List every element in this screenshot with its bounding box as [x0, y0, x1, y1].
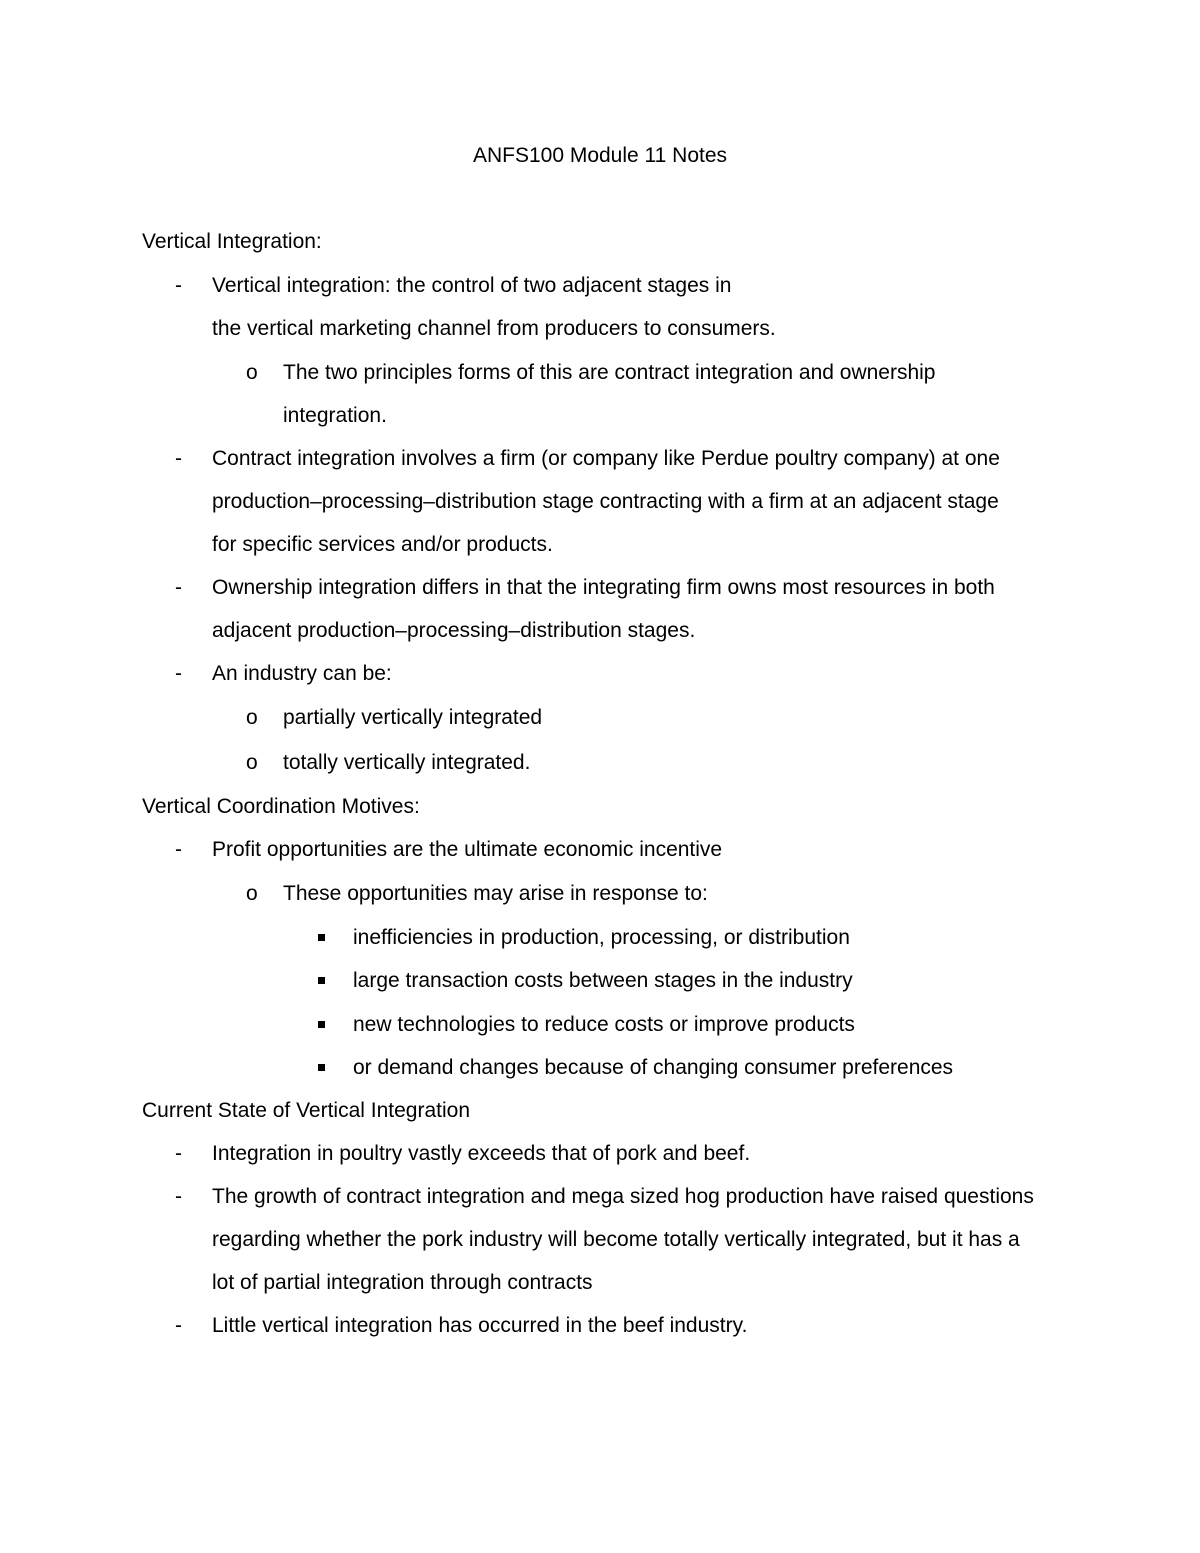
list-item-text: Little vertical integration has occurred in the beef industry. — [212, 1314, 748, 1337]
dash-bullet: - — [175, 838, 182, 861]
list-item-text: for specific services and/or products. — [212, 533, 553, 556]
circle-bullet: o — [246, 751, 258, 774]
dash-bullet: - — [175, 1314, 182, 1337]
list-item-text: adjacent production–processing–distribution stages. — [212, 619, 696, 642]
square-bullet-icon — [318, 1021, 325, 1028]
list-item-text: Integration in poultry vastly exceeds that of pork and beef. — [212, 1142, 751, 1165]
sub-sub-list-item-text: or demand changes because of changing consumer preferences — [353, 1056, 954, 1079]
list-item-text: Vertical integration: the control of two adjacent stages in — [212, 274, 732, 297]
list-item-text: regarding whether the pork industry will become totally vertically integrated, but it has a — [212, 1228, 1020, 1251]
section-heading-current-state: Current State of Vertical Integration — [142, 1099, 471, 1122]
circle-bullet: o — [246, 882, 258, 905]
dash-bullet: - — [175, 274, 182, 297]
list-item-text: lot of partial integration through contracts — [212, 1271, 593, 1294]
list-item-text: the vertical marketing channel from producers to consumers. — [212, 317, 776, 340]
sub-list-item-text: These opportunities may arise in response to: — [283, 882, 708, 905]
page-title: ANFS100 Module 11 Notes — [472, 144, 728, 167]
dash-bullet: - — [175, 447, 182, 470]
list-item-text: The growth of contract integration and mega sized hog production have raised questions — [212, 1185, 1034, 1208]
sub-list-item-text: The two principles forms of this are contract integration and ownership — [283, 361, 936, 384]
dash-bullet: - — [175, 1185, 182, 1208]
square-bullet-icon — [318, 934, 325, 941]
sub-sub-list-item-text: inefficiencies in production, processing, or distribution — [353, 926, 850, 949]
dash-bullet: - — [175, 1142, 182, 1165]
circle-bullet: o — [246, 706, 258, 729]
sub-list-item-text: integration. — [283, 404, 387, 427]
sub-sub-list-item-text: new technologies to reduce costs or improve products — [353, 1013, 855, 1036]
section-heading-vertical-integration: Vertical Integration: — [142, 230, 322, 253]
sub-list-item-text: totally vertically integrated. — [283, 751, 531, 774]
dash-bullet: - — [175, 662, 182, 685]
list-item-text: production–processing–distribution stage contracting with a firm at an adjacent stage — [212, 490, 999, 513]
list-item-text: Profit opportunities are the ultimate economic incentive — [212, 838, 723, 861]
sub-list-item-text: partially vertically integrated — [283, 706, 543, 729]
list-item-text: An industry can be: — [212, 662, 392, 685]
sub-sub-list-item-text: large transaction costs between stages in the industry — [353, 969, 853, 992]
square-bullet-icon — [318, 1064, 325, 1071]
dash-bullet: - — [175, 576, 182, 599]
circle-bullet: o — [246, 361, 258, 384]
list-item-text: Ownership integration differs in that the integrating firm owns most resources in both — [212, 576, 995, 599]
square-bullet-icon — [318, 977, 325, 984]
list-item-text: Contract integration involves a firm (or company like Perdue poultry company) at one — [212, 447, 1000, 470]
section-heading-coordination-motives: Vertical Coordination Motives: — [142, 795, 420, 818]
